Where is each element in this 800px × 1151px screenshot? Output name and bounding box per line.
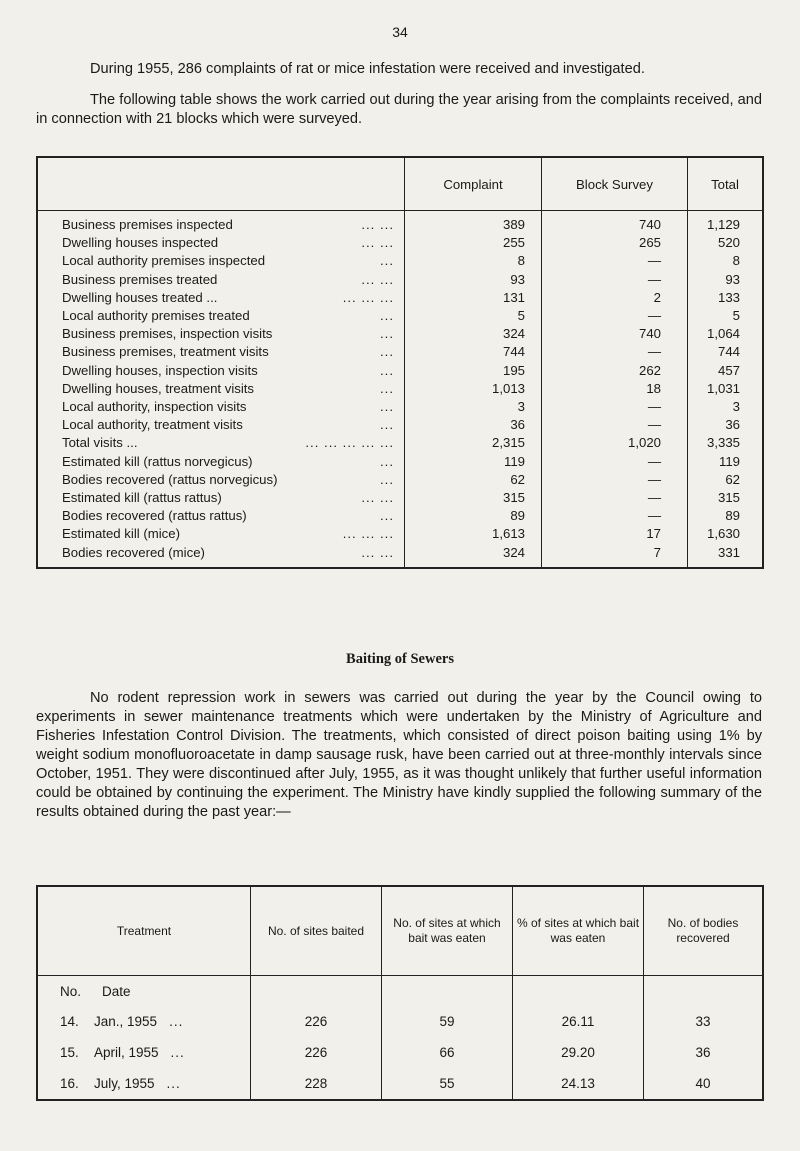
row-label-cell [37,325,405,343]
row-leader-dots: ... ... [361,271,394,287]
row-total: 3 [688,398,764,416]
row-block-survey: 265 [542,234,688,252]
page-number: 34 [392,24,408,40]
table-row [37,525,763,543]
row-label-cell [37,307,405,325]
row-leader-dots: ... [380,326,394,342]
row-block-survey: — [542,398,688,416]
row-block-survey: 2 [542,289,688,307]
row-block-survey: 18 [542,380,688,398]
results-table-header-row [37,886,763,976]
row-block-survey: — [542,489,688,507]
row-total: 315 [688,489,764,507]
row-label: Business premises inspected [62,217,233,232]
work-header-label [37,157,405,211]
result-pct-eaten: 26.11 [513,1006,644,1037]
row-complaint: 315 [405,489,542,507]
results-subheader-no: No. [60,983,82,999]
sewers-paragraph: No rodent repression work in sewers was carried out during the year by the Council owing to experiments in sewer maintenance treatments which were undertaken by the Ministry of Agriculture and Fisheries Infestation Control Division. The treatments, which consisted of direct poison baiting using 1% by weight sodium monofluoroacetate in damp sausage rusk, have been carried out at three-monthly intervals since October, 1951. They were discontinued after July, 1955, as it was thought unlikely that further useful information could be obtained by continuing the experiment. The Ministry have kindly supplied the following summary of the results obtained during the past year:— [36,690,762,820]
sewers-heading: Baiting of Sewers [346,651,454,667]
row-label: Dwelling houses, inspection visits [62,362,258,378]
row-total: 1,031 [688,380,764,398]
table-row [37,471,763,489]
row-complaint: 8 [405,252,542,270]
row-label-cell [37,289,405,307]
work-table-header-row [37,157,763,211]
result-treatment-cell [37,1006,251,1037]
row-label: Business premises treated [62,271,218,287]
row-label-cell [37,398,405,416]
row-complaint: 93 [405,271,542,289]
result-no: 14. [60,1014,79,1029]
row-block-survey: — [542,343,688,361]
row-label: Dwelling houses treated ... [62,289,218,305]
results-header-sites-eaten: No. of sites at which bait was eaten [382,886,513,976]
row-total: 62 [688,471,764,489]
table-row [37,343,763,361]
row-label: Local authority, treatment visits [62,417,243,433]
row-leader-dots: ... ... ... ... ... [305,435,394,451]
row-label-cell [37,416,405,434]
results-table [36,885,764,1101]
row-label: Local authority premises inspected [62,253,266,269]
row-label-cell [37,489,405,507]
row-block-survey: 7 [542,544,688,568]
row-label-cell [37,271,405,289]
row-block-survey: 262 [542,362,688,380]
results-subheader-cell [37,976,251,1007]
table-row [37,544,763,568]
row-total: 8 [688,252,764,270]
row-complaint: 195 [405,362,542,380]
row-label-cell [37,525,405,543]
row-total: 93 [688,271,764,289]
results-header-treatment: Treatment [37,886,251,976]
row-leader-dots: ... [380,380,394,396]
row-leader-dots: ... [380,417,394,433]
row-complaint: 324 [405,325,542,343]
intro-paragraph-1: During 1955, 286 complaints of rat or mice infestation were received and investigated. [90,61,645,77]
row-label-cell [37,211,405,235]
row-total: 744 [688,343,764,361]
intro-paragraph-2: The following table shows the work carried out during the year arising from the complaints received, and in connection with 21 blocks which were surveyed. [36,92,762,127]
work-header-block-survey: Block Survey [542,157,688,211]
results-header-bodies: No. of bodies recovered [644,886,764,976]
results-subheader-empty [382,976,513,1007]
result-sites-baited: 226 [251,1006,382,1037]
row-label: Estimated kill (mice) [62,526,180,542]
row-total: 331 [688,544,764,568]
row-complaint: 744 [405,343,542,361]
row-leader-dots: ... [380,308,394,324]
row-label: Local authority, inspection visits [62,399,247,415]
row-leader-dots: ... [380,453,394,469]
row-label: Bodies recovered (rattus rattus) [62,508,247,524]
row-total: 457 [688,362,764,380]
table-row [37,489,763,507]
result-date: Jan., 1955 [94,1014,158,1029]
results-subheader-date: Date [102,983,131,999]
result-sites-eaten: 55 [382,1068,513,1100]
result-sites-eaten: 66 [382,1037,513,1068]
row-leader-dots: ... [380,344,394,360]
row-complaint: 36 [405,416,542,434]
table-row [37,1006,763,1037]
table-row [37,234,763,252]
row-complaint: 131 [405,289,542,307]
work-table [36,156,764,569]
row-leader-dots: ... ... ... [342,526,394,542]
row-block-survey: 1,020 [542,434,688,452]
row-complaint: 389 [405,211,542,235]
row-label: Business premises, treatment visits [62,344,269,360]
row-block-survey: — [542,307,688,325]
row-complaint: 62 [405,471,542,489]
table-row [37,289,763,307]
row-complaint: 1,613 [405,525,542,543]
row-label: Total visits ... [62,435,138,451]
row-label: Local authority premises treated [62,308,250,324]
row-leader-dots: ... ... [361,544,394,560]
results-subheader-row [37,976,763,1007]
table-row [37,398,763,416]
row-label: Dwelling houses, treatment visits [62,380,255,396]
row-total: 36 [688,416,764,434]
row-label-cell [37,234,405,252]
row-block-survey: — [542,252,688,270]
row-leader-dots: ... [380,362,394,378]
row-block-survey: — [542,453,688,471]
result-pct-eaten: 24.13 [513,1068,644,1100]
work-header-complaint: Complaint [405,157,542,211]
row-complaint: 5 [405,307,542,325]
row-block-survey: 740 [542,325,688,343]
row-label-cell [37,380,405,398]
row-leader-dots: ... [380,508,394,524]
row-label-cell [37,434,405,452]
table-row [37,507,763,525]
row-block-survey: 740 [542,211,688,235]
table-row [37,453,763,471]
result-date: April, 1955 [94,1045,159,1060]
result-leader-dots: ... [170,1045,185,1060]
result-bodies: 33 [644,1006,764,1037]
result-leader-dots: ... [166,1076,181,1091]
row-label-cell [37,252,405,270]
results-subheader-empty [513,976,644,1007]
row-label: Bodies recovered (mice) [62,544,205,560]
row-label: Dwelling houses inspected [62,235,219,251]
row-leader-dots: ... [380,399,394,415]
row-total: 3,335 [688,434,764,452]
row-total: 133 [688,289,764,307]
row-leader-dots: ... [380,471,394,487]
row-block-survey: — [542,507,688,525]
row-leader-dots: ... ... [361,217,394,232]
table-row [37,211,763,235]
results-header-sites-baited: No. of sites baited [251,886,382,976]
table-row [37,434,763,452]
row-total: 1,064 [688,325,764,343]
results-subheader-empty [644,976,764,1007]
row-label-cell [37,544,405,568]
table-row [37,307,763,325]
result-no: 15. [60,1045,79,1060]
row-total: 520 [688,234,764,252]
row-complaint: 2,315 [405,434,542,452]
table-row [37,362,763,380]
table-row [37,271,763,289]
row-label: Business premises, inspection visits [62,326,273,342]
result-treatment-cell [37,1068,251,1100]
table-row [37,252,763,270]
row-block-survey: — [542,471,688,489]
result-sites-baited: 228 [251,1068,382,1100]
row-leader-dots: ... ... [361,235,394,251]
work-table-body [37,211,763,568]
result-bodies: 40 [644,1068,764,1100]
result-sites-eaten: 59 [382,1006,513,1037]
results-table-body [37,976,763,1101]
row-label: Estimated kill (rattus norvegicus) [62,453,253,469]
row-total: 5 [688,307,764,325]
row-complaint: 3 [405,398,542,416]
row-label-cell [37,362,405,380]
row-block-survey: — [542,416,688,434]
result-pct-eaten: 29.20 [513,1037,644,1068]
row-total: 89 [688,507,764,525]
row-total: 1,630 [688,525,764,543]
results-subheader-empty [251,976,382,1007]
result-sites-baited: 226 [251,1037,382,1068]
row-label-cell [37,507,405,525]
row-complaint: 119 [405,453,542,471]
table-row [37,325,763,343]
row-label: Estimated kill (rattus rattus) [62,490,222,506]
row-block-survey: — [542,271,688,289]
row-leader-dots: ... [380,253,394,269]
row-complaint: 1,013 [405,380,542,398]
row-label-cell [37,453,405,471]
table-row [37,416,763,434]
result-bodies: 36 [644,1037,764,1068]
row-total: 1,129 [688,211,764,235]
result-leader-dots: ... [169,1014,184,1029]
row-label-cell [37,343,405,361]
table-row [37,1068,763,1100]
row-label-cell [37,471,405,489]
result-treatment-cell [37,1037,251,1068]
results-header-pct-eaten: % of sites at which bait was eaten [513,886,644,976]
row-total: 119 [688,453,764,471]
table-row [37,380,763,398]
result-no: 16. [60,1076,79,1091]
row-block-survey: 17 [542,525,688,543]
result-date: July, 1955 [94,1076,155,1091]
row-complaint: 89 [405,507,542,525]
row-complaint: 324 [405,544,542,568]
table-row [37,1037,763,1068]
row-leader-dots: ... ... ... [342,289,394,305]
row-label: Bodies recovered (rattus norvegicus) [62,471,278,487]
row-leader-dots: ... ... [361,490,394,506]
work-header-total: Total [688,157,764,211]
row-complaint: 255 [405,234,542,252]
